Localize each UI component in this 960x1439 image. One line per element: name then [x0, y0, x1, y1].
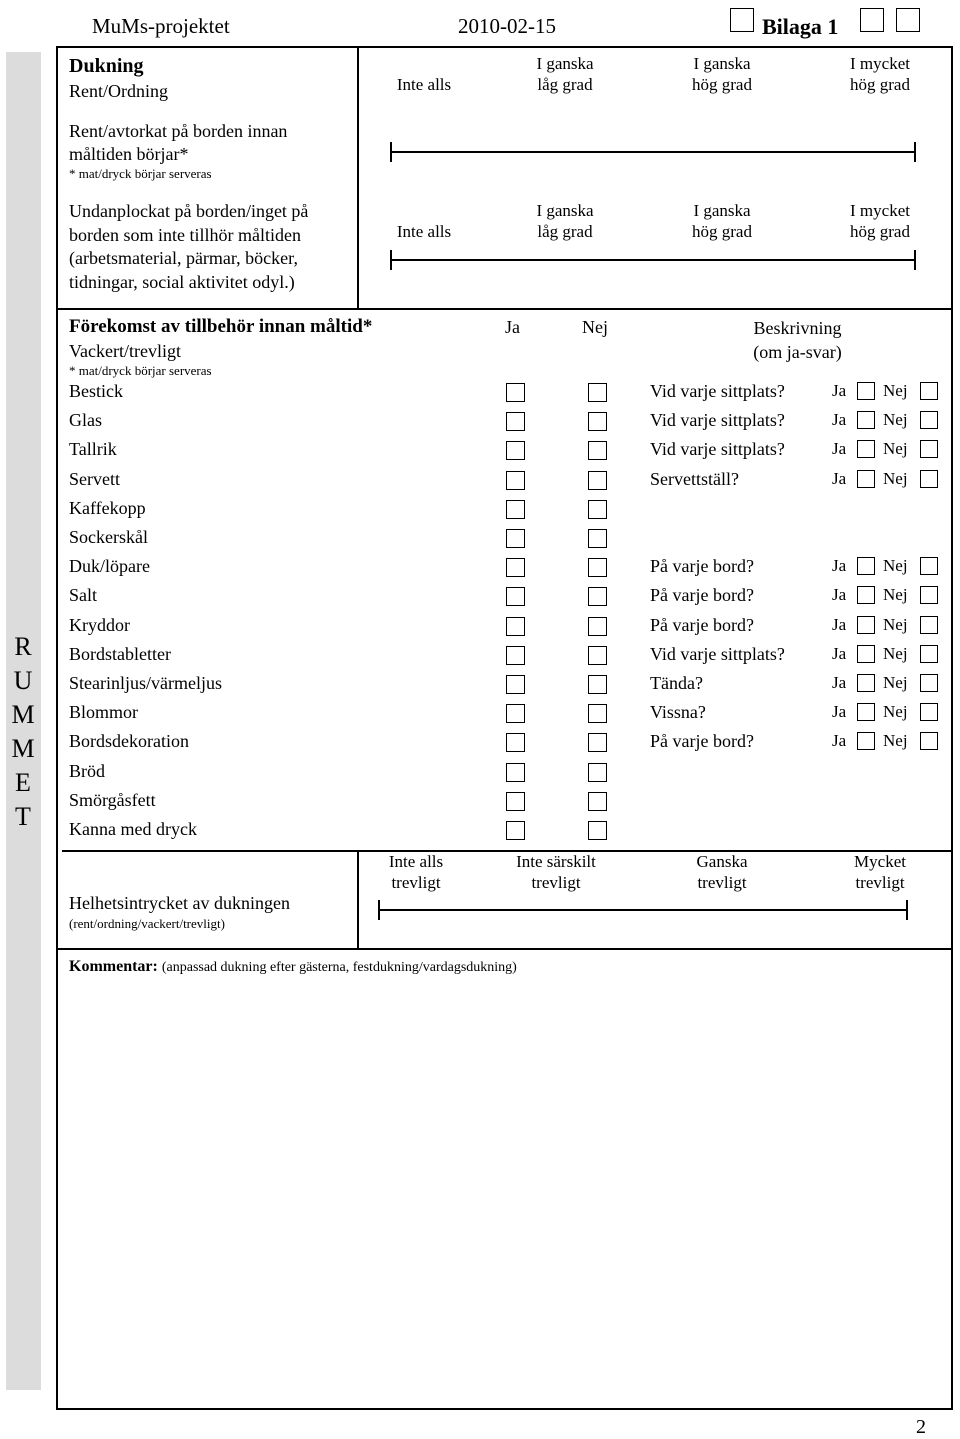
- rating-scale-1-start: [390, 142, 392, 162]
- scale3-label-3: Ganska trevligt: [696, 852, 748, 892]
- appendix-label: Bilaga 1: [762, 14, 839, 39]
- rating-scale-1[interactable]: [391, 151, 915, 153]
- row-checkbox-ja[interactable]: [506, 412, 525, 431]
- scale1-label-1: Inte alls: [396, 75, 452, 94]
- row-checkbox-ja[interactable]: [506, 821, 525, 840]
- side-label-letter: M: [11, 700, 35, 729]
- row-no-checkbox[interactable]: [920, 586, 938, 604]
- rating-scale-3-end: [906, 900, 908, 920]
- rating-scale-2-start: [390, 250, 392, 270]
- row-label: Blommor: [69, 702, 139, 722]
- comment-label: Kommentar:: [69, 958, 158, 975]
- section1-title: Dukning: [69, 55, 144, 77]
- row-yes-label: Ja: [832, 644, 847, 663]
- row-yes-checkbox[interactable]: [857, 586, 875, 604]
- row-label: Stearinljus/värmeljus: [69, 673, 222, 693]
- row-no-checkbox[interactable]: [920, 645, 938, 663]
- scale1-label-3: I ganska hög grad: [692, 54, 752, 94]
- scale1-label-2: I ganska låg grad: [536, 54, 594, 94]
- column-ja: Ja: [505, 317, 520, 337]
- row-yes-label: Ja: [832, 673, 847, 692]
- row-checkbox-ja[interactable]: [506, 383, 525, 402]
- row-yes-label: Ja: [832, 410, 847, 429]
- row-no-label: Nej: [883, 644, 908, 663]
- section2-title: Förekomst av tillbehör innan måltid*: [69, 316, 373, 337]
- row-checkbox-ja[interactable]: [506, 675, 525, 694]
- row-yes-checkbox[interactable]: [857, 703, 875, 721]
- row-no-label: Nej: [883, 469, 908, 488]
- row-description: Vid varje sittplats?: [650, 381, 785, 401]
- row-label: Smörgåsfett: [69, 790, 156, 810]
- row-no-checkbox[interactable]: [920, 411, 938, 429]
- section1-column-divider: [357, 46, 359, 308]
- row-yes-checkbox[interactable]: [857, 616, 875, 634]
- row-checkbox-nej[interactable]: [588, 617, 607, 636]
- row-no-checkbox[interactable]: [920, 470, 938, 488]
- column-description: Beskrivning (om ja-svar): [753, 318, 842, 362]
- row-description: Vissna?: [650, 702, 706, 722]
- row-yes-checkbox[interactable]: [857, 645, 875, 663]
- row-label: Glas: [69, 410, 102, 430]
- row-checkbox-nej[interactable]: [588, 500, 607, 519]
- scale2-label-1: Inte alls: [396, 222, 452, 241]
- side-label-letter: R: [14, 632, 32, 661]
- row-description: Tända?: [650, 673, 703, 693]
- row-label: Bröd: [69, 761, 105, 781]
- rating-scale-1-end: [914, 142, 916, 162]
- row-label: Bordsdekoration: [69, 731, 189, 751]
- row-checkbox-nej[interactable]: [588, 821, 607, 840]
- rating-scale-2-end: [914, 250, 916, 270]
- row-checkbox-ja[interactable]: [506, 587, 525, 606]
- row-description: På varje bord?: [650, 731, 754, 751]
- scale2-label-2: I ganska låg grad: [536, 201, 594, 241]
- row-yes-checkbox[interactable]: [857, 411, 875, 429]
- row-checkbox-nej[interactable]: [588, 646, 607, 665]
- row-no-checkbox[interactable]: [920, 382, 938, 400]
- row-checkbox-nej[interactable]: [588, 792, 607, 811]
- header-checkbox-1[interactable]: [730, 8, 754, 32]
- side-label-letter: T: [15, 802, 31, 831]
- scale3-label-2: Inte särskilt trevligt: [516, 852, 596, 892]
- header-checkbox-2[interactable]: [860, 8, 884, 32]
- row-yes-checkbox[interactable]: [857, 557, 875, 575]
- row-no-label: Nej: [883, 410, 908, 429]
- row-checkbox-nej[interactable]: [588, 529, 607, 548]
- row-yes-label: Ja: [832, 702, 847, 721]
- row-no-label: Nej: [883, 585, 908, 604]
- row-description: Vid varje sittplats?: [650, 644, 785, 664]
- project-name: MuMs-projektet: [92, 14, 230, 38]
- row-label: Kryddor: [69, 615, 130, 635]
- row-yes-checkbox[interactable]: [857, 674, 875, 692]
- row-checkbox-ja[interactable]: [506, 792, 525, 811]
- section2-subtitle: Vackert/trevligt: [69, 341, 181, 361]
- row-yes-label: Ja: [832, 731, 847, 750]
- row-description: På varje bord?: [650, 585, 754, 605]
- section2-note: * mat/dryck börjar serveras: [69, 363, 212, 378]
- section-divider-3: [56, 948, 953, 950]
- row-no-label: Nej: [883, 615, 908, 634]
- row-no-label: Nej: [883, 556, 908, 575]
- section1-subtitle: Rent/Ordning: [69, 81, 168, 101]
- row-yes-checkbox[interactable]: [857, 732, 875, 750]
- row-checkbox-ja[interactable]: [506, 529, 525, 548]
- row-checkbox-ja[interactable]: [506, 558, 525, 577]
- row-checkbox-ja[interactable]: [506, 733, 525, 752]
- column-nej: Nej: [582, 317, 608, 337]
- row-checkbox-ja[interactable]: [506, 704, 525, 723]
- row-checkbox-nej[interactable]: [588, 704, 607, 723]
- side-label-letter: M: [11, 734, 35, 763]
- row-checkbox-nej[interactable]: [588, 733, 607, 752]
- header-checkbox-3[interactable]: [896, 8, 920, 32]
- row-no-label: Nej: [883, 673, 908, 692]
- item2-label: Undanplockat på borden/inget på borden som inte tillhör måltiden (arbetsmaterial, pärmar, böcker, tidningar, social aktivitet odyl.): [69, 201, 309, 292]
- rating-scale-3-start: [378, 900, 380, 920]
- row-label: Sockerskål: [69, 527, 148, 547]
- scale2-label-3: I ganska hög grad: [692, 201, 752, 241]
- row-no-label: Nej: [883, 702, 908, 721]
- row-no-checkbox[interactable]: [920, 674, 938, 692]
- row-label: Bordstabletter: [69, 644, 171, 664]
- row-checkbox-nej[interactable]: [588, 412, 607, 431]
- side-label-letter: E: [15, 768, 31, 797]
- rating-scale-3[interactable]: [379, 909, 907, 911]
- item1-label: Rent/avtorkat på borden innan måltiden börjar*: [69, 121, 288, 164]
- row-yes-label: Ja: [832, 381, 847, 400]
- page-number: 2: [916, 1416, 926, 1438]
- overall-impression-label: Helhetsintrycket av dukningen: [69, 893, 290, 913]
- row-label: Tallrik: [69, 439, 117, 459]
- row-checkbox-nej[interactable]: [588, 471, 607, 490]
- row-description: Vid varje sittplats?: [650, 410, 785, 430]
- section3-column-divider: [357, 850, 359, 948]
- row-description: På varje bord?: [650, 556, 754, 576]
- row-no-checkbox[interactable]: [920, 703, 938, 721]
- row-no-label: Nej: [883, 439, 908, 458]
- row-checkbox-ja[interactable]: [506, 471, 525, 490]
- row-label: Servett: [69, 469, 120, 489]
- row-label: Duk/löpare: [69, 556, 150, 576]
- section-divider-1: [56, 308, 953, 310]
- scale1-label-4: I mycket hög grad: [850, 54, 910, 94]
- comment-hint: (anpassad dukning efter gästerna, festdukning/vardagsdukning): [161, 960, 517, 975]
- row-yes-label: Ja: [832, 615, 847, 634]
- document-date: 2010-02-15: [458, 14, 556, 38]
- row-checkbox-ja[interactable]: [506, 441, 525, 460]
- comment-area[interactable]: [62, 985, 947, 1400]
- row-yes-checkbox[interactable]: [857, 382, 875, 400]
- row-yes-label: Ja: [832, 469, 847, 488]
- row-no-checkbox[interactable]: [920, 732, 938, 750]
- row-description: Vid varje sittplats?: [650, 439, 785, 459]
- row-label: Kaffekopp: [69, 498, 146, 518]
- row-no-checkbox[interactable]: [920, 557, 938, 575]
- row-description: På varje bord?: [650, 615, 754, 635]
- rating-scale-2[interactable]: [391, 259, 915, 261]
- row-yes-checkbox[interactable]: [857, 440, 875, 458]
- item1-note: * mat/dryck börjar serveras: [69, 166, 212, 181]
- row-checkbox-ja[interactable]: [506, 500, 525, 519]
- scale3-label-1: Inte alls trevligt: [388, 852, 444, 892]
- scale2-label-4: I mycket hög grad: [850, 201, 910, 241]
- row-yes-checkbox[interactable]: [857, 470, 875, 488]
- row-checkbox-nej[interactable]: [588, 558, 607, 577]
- row-checkbox-nej[interactable]: [588, 383, 607, 402]
- comment-row: [69, 958, 517, 976]
- row-no-label: Nej: [883, 731, 908, 750]
- row-yes-label: Ja: [832, 556, 847, 575]
- row-no-checkbox[interactable]: [920, 440, 938, 458]
- row-label: Salt: [69, 585, 98, 605]
- row-checkbox-nej[interactable]: [588, 675, 607, 694]
- row-checkbox-ja[interactable]: [506, 763, 525, 782]
- overall-impression-note: (rent/ordning/vackert/trevligt): [69, 916, 225, 931]
- row-no-checkbox[interactable]: [920, 616, 938, 634]
- row-checkbox-nej[interactable]: [588, 763, 607, 782]
- row-checkbox-ja[interactable]: [506, 646, 525, 665]
- row-description: Servettställ?: [650, 469, 739, 489]
- row-label: Bestick: [69, 381, 123, 401]
- row-checkbox-nej[interactable]: [588, 441, 607, 460]
- row-no-label: Nej: [883, 381, 908, 400]
- row-checkbox-nej[interactable]: [588, 587, 607, 606]
- row-checkbox-ja[interactable]: [506, 617, 525, 636]
- row-yes-label: Ja: [832, 439, 847, 458]
- side-label-letter: U: [13, 666, 33, 695]
- row-yes-label: Ja: [832, 585, 847, 604]
- scale3-label-4: Mycket trevligt: [854, 852, 906, 892]
- row-label: Kanna med dryck: [69, 819, 197, 839]
